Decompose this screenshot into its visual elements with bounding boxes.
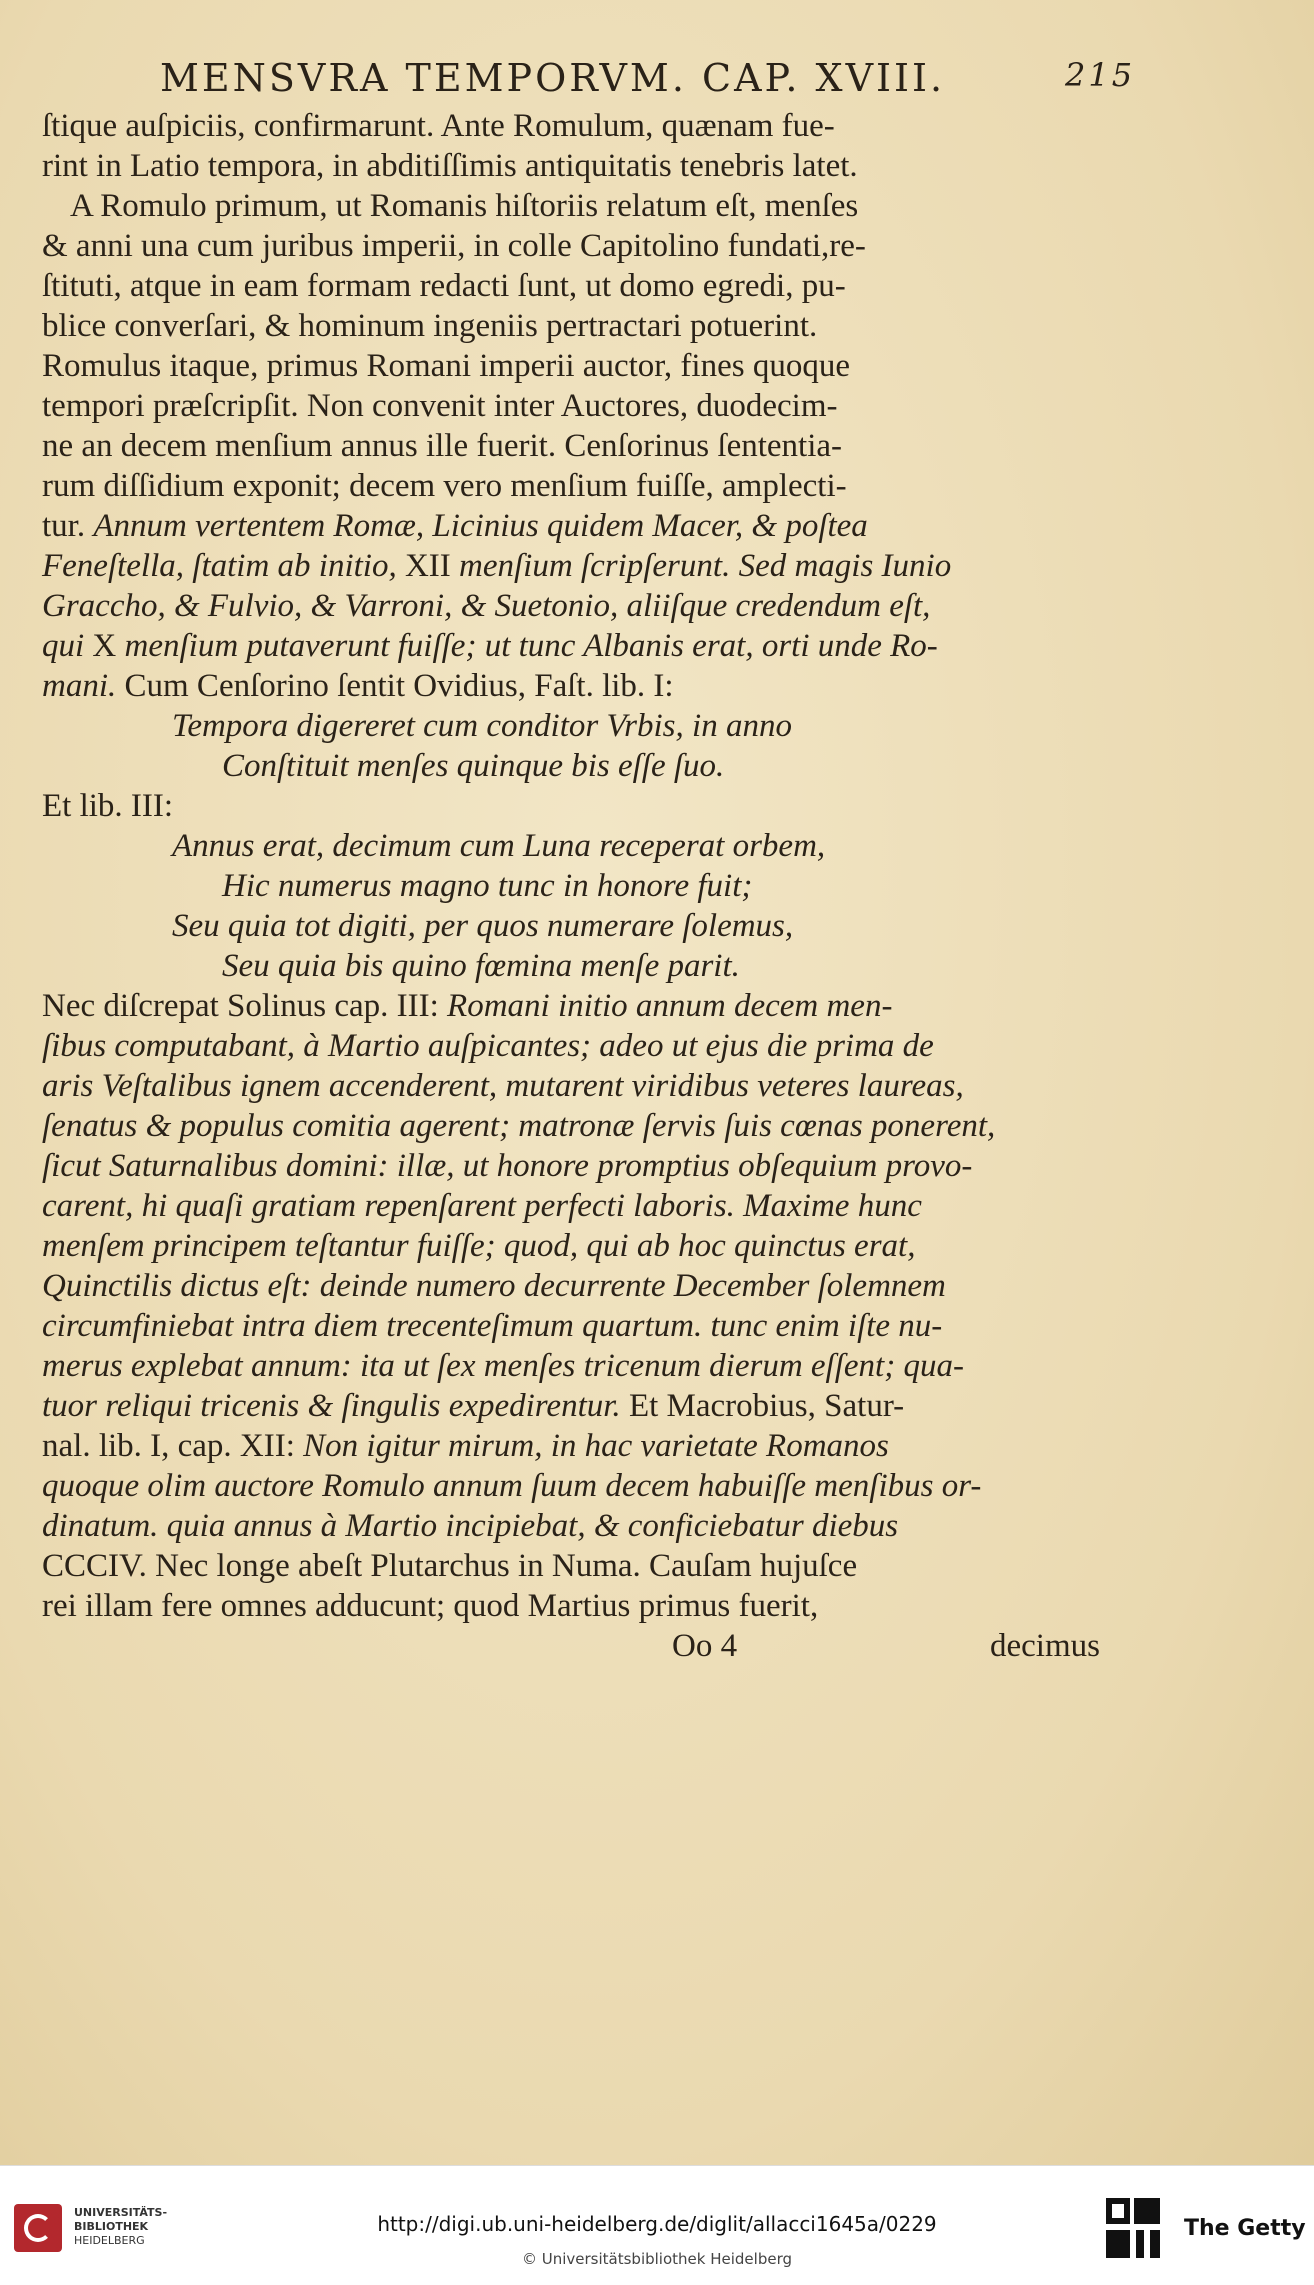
roman-segment: Et Macrobius, Satur- [628,1388,905,1424]
text-line [42,1546,1142,1586]
italic-segment: Annus erat, decimum cum Luna receperat orbem, [172,828,826,864]
text-line [42,746,1142,786]
text-line [42,1386,1142,1426]
running-head [42,52,1142,106]
text-line [42,1426,1142,1466]
italic-segment: merus explebat annum: ita ut ſex menſes tricenum dierum eſſent; qua- [42,1348,964,1384]
roman-segment: Nec diſcrepat Solinus cap. III: [42,988,448,1024]
text-line [42,1146,1142,1186]
italic-segment: qui [42,628,93,664]
copyright-notice: © Universitätsbibliothek Heidelberg [521,2250,792,2268]
text-line [42,706,1142,746]
text-line [42,466,1142,506]
italic-segment: menſium ſcripſerunt. Sed magis Iunio [459,548,952,584]
italic-segment: Conſtituit menſes quinque bis eſſe ſuo. [222,748,725,784]
running-head-title: MENSVRA TEMPORVM. CAP. XVIII. [160,56,946,100]
signature-mark: Oo 4 [672,1628,738,1664]
text-line [42,1066,1142,1106]
text-line [42,386,1142,426]
italic-segment: aris Veſtalibus ignem accenderent, mutarent viridibus veteres laureas, [42,1068,964,1104]
text-line [42,666,1142,706]
text-line [42,1106,1142,1146]
text-line [42,506,1142,546]
roman-segment: Et lib. III: [42,788,174,824]
text-line [42,1506,1142,1546]
permalink-url[interactable]: http://digi.ub.uni-heidelberg.de/diglit/allacci1645a/0229 [377,2212,937,2236]
roman-segment: ſtituti, atque in eam formam redacti ſunt, ut domo egredi, pu- [42,268,846,304]
italic-segment: Quinctilis dictus eſt: deinde numero decurrente December ſolemnem [42,1268,946,1304]
text-line [42,1466,1142,1506]
text-line [42,426,1142,466]
italic-segment: Tempora digereret cum conditor Vrbis, in anno [172,708,792,744]
partner-name[interactable]: The Getty [1184,2216,1306,2241]
text-line [42,1346,1142,1386]
roman-segment: ne an decem menſium annus ille fuerit. Cenſorinus ſententia- [42,428,843,464]
text-line [42,586,1142,626]
text-line [42,1306,1142,1346]
page-number: 215 [1065,56,1136,94]
roman-segment: Cum Cenſorino ſentit Ovidius, Faſt. lib. I: [124,668,674,704]
italic-segment: quoque olim auctore Romulo annum ſuum decem habuiſſe menſibus or- [42,1468,982,1504]
text-line [42,866,1142,906]
text-line [42,786,1142,826]
text-line [42,306,1142,346]
text-line [42,186,1142,226]
italic-segment: circumfiniebat intra diem trecenteſimum quartum. tunc enim iſte nu- [42,1308,943,1344]
italic-segment: Seu quia bis quino fœmina menſe parit. [222,948,740,984]
roman-segment: rum diſſidium exponit; decem vero menſium fuiſſe, amplecti- [42,468,847,504]
italic-segment: tuor reliqui tricenis & ſingulis expedirentur. [42,1388,629,1424]
text-line [42,946,1142,986]
italic-segment: mani. [42,668,125,704]
roman-segment: & anni una cum juribus imperii, in colle Capitolino fundati,re- [42,228,866,264]
library-name-line2: BIBLIOTHEK [74,2220,149,2233]
text-line [42,906,1142,946]
text-line [42,346,1142,386]
viewer-footer [0,2165,1314,2285]
roman-segment: XII [404,548,460,584]
text-line [42,146,1142,186]
text-line [42,826,1142,866]
italic-segment: Romani initio annum decem men- [447,988,893,1024]
italic-segment: Hic numerus magno tunc in honore fuit; [222,868,753,904]
text-line [42,106,1142,146]
roman-segment: Nec longe abeſt Plutarchus in Numa. Cauſam hujuſce [155,1548,858,1584]
text-line [42,626,1142,666]
italic-segment: dinatum. quia annus à Martio incipiebat, & conficiebatur diebus [42,1508,899,1544]
text-line [42,1186,1142,1226]
roman-segment: Romulus itaque, primus Romani imperii auctor, fines quoque [42,348,850,384]
roman-segment: X [92,628,125,664]
roman-segment: rint in Latio tempora, in abditiſſimis antiquitatis tenebris latet. [42,148,858,184]
catch-line [42,1626,1142,1666]
roman-segment: tempori præſcripſit. Non convenit inter Auctores, duodecim- [42,388,838,424]
italic-segment: ſibus computabant, à Martio auſpicantes; adeo ut ejus die prima de [42,1028,934,1064]
italic-segment: Graccho, & Fulvio, & Varroni, & Suetonio, aliiſque credendum eſt, [42,588,931,624]
text-line [42,986,1142,1026]
library-name-line1: UNIVERSITÄTS- [74,2206,168,2219]
catchword: decimus [990,1628,1100,1664]
text-line [42,266,1142,306]
text-line [42,1026,1142,1066]
text-line [42,1226,1142,1266]
roman-segment: A Romulo primum, ut Romanis hiſtoriis relatum eſt, menſes [70,188,859,224]
text-line [42,1586,1142,1626]
roman-segment: CCCIV. [42,1548,156,1584]
library-name-line3: HEIDELBERG [74,2234,145,2247]
italic-segment: menſem principem teſtantur fuiſſe; quod, qui ab hoc quinctus erat, [42,1228,916,1264]
body-text [42,106,1142,1626]
italic-segment: Annum vertentem Romæ, Licinius quidem Macer, & poſtea [93,508,868,544]
roman-segment: nal. lib. I, cap. XII: [42,1428,304,1464]
getty-logo-icon[interactable] [1106,2198,1160,2258]
italic-segment: menſium putaverunt fuiſſe; ut tunc Albanis erat, orti unde Ro- [124,628,938,664]
italic-segment: Seu quia tot digiti, per quos numerare ſolemus, [172,908,794,944]
roman-segment: blice converſari, & hominum ingeniis pertractari potuerint. [42,308,818,344]
italic-segment: Non igitur mirum, in hac varietate Romanos [303,1428,889,1464]
text-line [42,1266,1142,1306]
italic-segment: Feneſtella, ſtatim ab initio, [42,548,405,584]
text-line [42,226,1142,266]
italic-segment: carent, hi quaſi gratiam repenſarent perfecti laboris. Maxime hunc [42,1188,922,1224]
text-block [42,52,1142,1666]
italic-segment: ſenatus & populus comitia agerent; matronæ ſervis ſuis cœnas ponerent, [42,1108,996,1144]
roman-segment: tur. [42,508,94,544]
roman-segment: ſtique auſpiciis, confirmarunt. Ante Romulum, quænam fue- [42,108,835,144]
italic-segment: ſicut Saturnalibus domini: illæ, ut honore promptius obſequium provo- [42,1148,973,1184]
roman-segment: rei illam fere omnes adducunt; quod Martius primus fuerit, [42,1588,819,1624]
text-line [42,546,1142,586]
